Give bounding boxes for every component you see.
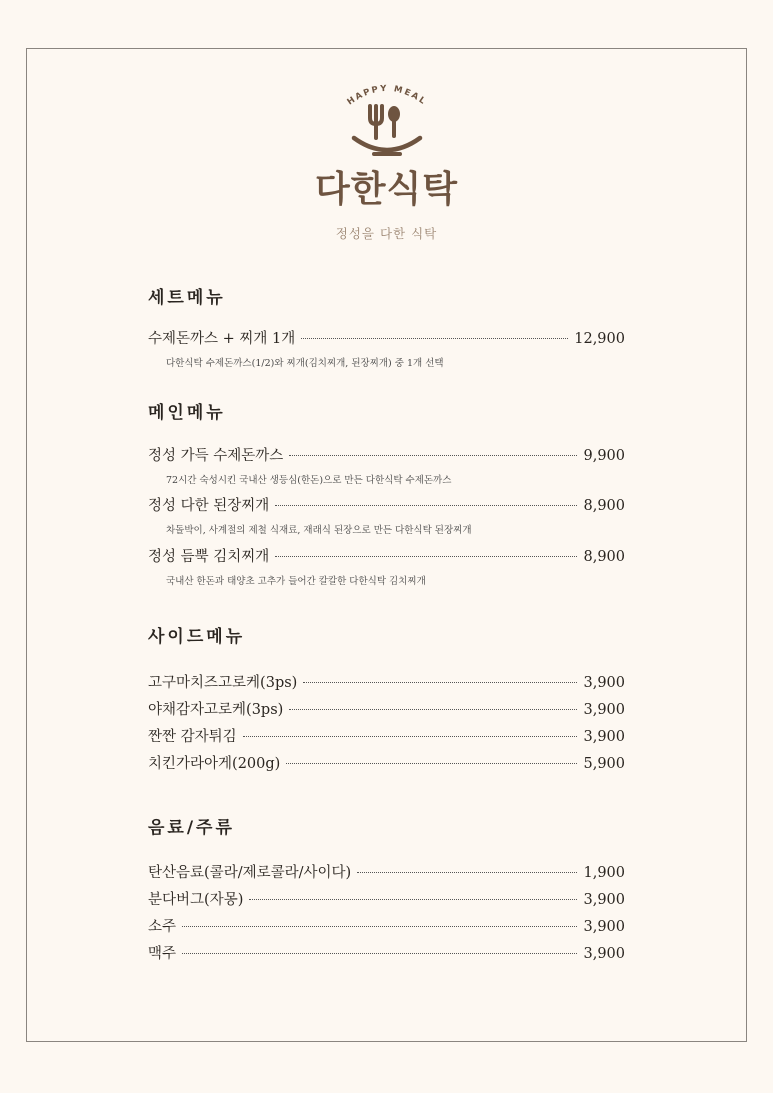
- item-price: 5,900: [583, 756, 625, 772]
- menu-item: [148, 944, 625, 964]
- item-price: 3,900: [583, 675, 625, 691]
- leader-dots: [243, 736, 578, 737]
- item-name: 치킨가라아게(200g): [148, 756, 281, 772]
- item-name: 정성 다한 된장찌개: [148, 498, 270, 514]
- item-name: 탄산음료(콜라/제로콜라/사이다): [148, 865, 352, 881]
- leader-dots: [357, 872, 577, 873]
- leader-dots: [275, 556, 577, 557]
- section-title-side: 사이드메뉴: [148, 627, 246, 647]
- tagline: 정성을 다한 식탁: [335, 226, 438, 241]
- leader-dots: [249, 899, 577, 900]
- item-name: 정성 가득 수제돈까스: [148, 448, 284, 464]
- item-price: 9,900: [583, 448, 625, 464]
- item-desc: 국내산 한돈과 태양초 고추가 들어간 칼칼한 다한식탁 김치찌개: [166, 576, 426, 587]
- section-title-drinks: 음료/주류: [148, 818, 235, 838]
- item-price: 3,900: [583, 729, 625, 745]
- leader-dots: [275, 505, 577, 506]
- item-desc: 72시간 숙성시킨 국내산 생등심(한돈)으로 만든 다한식탁 수제돈까스: [166, 475, 452, 486]
- menu-item: [148, 754, 625, 774]
- leader-dots: [303, 682, 577, 683]
- menu-item: [148, 700, 625, 720]
- menu-item: [148, 547, 625, 567]
- section-title-set: 세트메뉴: [148, 288, 226, 308]
- menu-item: [148, 446, 625, 466]
- menu-item: [148, 863, 625, 883]
- menu-item: [148, 917, 625, 937]
- arc-text: HAPPY MEAL: [345, 83, 428, 108]
- leader-dots: [286, 763, 577, 764]
- item-price: 1,900: [583, 865, 625, 881]
- leader-dots: [301, 338, 568, 339]
- item-price: 3,900: [583, 919, 625, 935]
- menu-item: [148, 496, 625, 516]
- leader-dots: [289, 709, 577, 710]
- item-name: 고구마치즈고로케(3ps): [148, 675, 298, 691]
- section-title-main: 메인메뉴: [148, 403, 226, 423]
- item-price: 8,900: [583, 498, 625, 514]
- utensils-bowl-icon: [332, 78, 442, 158]
- menu-item: [148, 727, 625, 747]
- item-price: 12,900: [574, 331, 625, 347]
- item-desc: 다한식탁 수제돈까스(1/2)와 찌개(김치찌개, 된장찌개) 중 1개 선택: [166, 358, 444, 369]
- item-name: 정성 듬뿍 김치찌개: [148, 549, 270, 565]
- svg-text:HAPPY MEAL: [345, 84, 428, 108]
- leader-dots: [289, 455, 577, 456]
- logo: [0, 78, 773, 242]
- menu-item: [148, 673, 625, 693]
- brand-name: 다한식탁: [314, 169, 459, 210]
- item-desc: 차돌박이, 사계절의 제철 식재료, 재래식 된장으로 만든 다한식탁 된장찌개: [166, 525, 472, 536]
- item-name: 소주: [148, 919, 177, 935]
- item-price: 3,900: [583, 702, 625, 718]
- item-name: 분다버그(자몽): [148, 892, 244, 908]
- menu-item: [148, 890, 625, 910]
- item-name: 수제돈까스 + 찌개 1개: [148, 331, 296, 347]
- item-price: 3,900: [583, 892, 625, 908]
- item-price: 8,900: [583, 549, 625, 565]
- item-name: 야채감자고로케(3ps): [148, 702, 284, 718]
- item-name: 짠짠 감자튀김: [148, 729, 237, 745]
- leader-dots: [182, 953, 577, 954]
- item-name: 맥주: [148, 946, 177, 962]
- item-price: 3,900: [583, 946, 625, 962]
- menu-item: [148, 329, 625, 349]
- leader-dots: [182, 926, 577, 927]
